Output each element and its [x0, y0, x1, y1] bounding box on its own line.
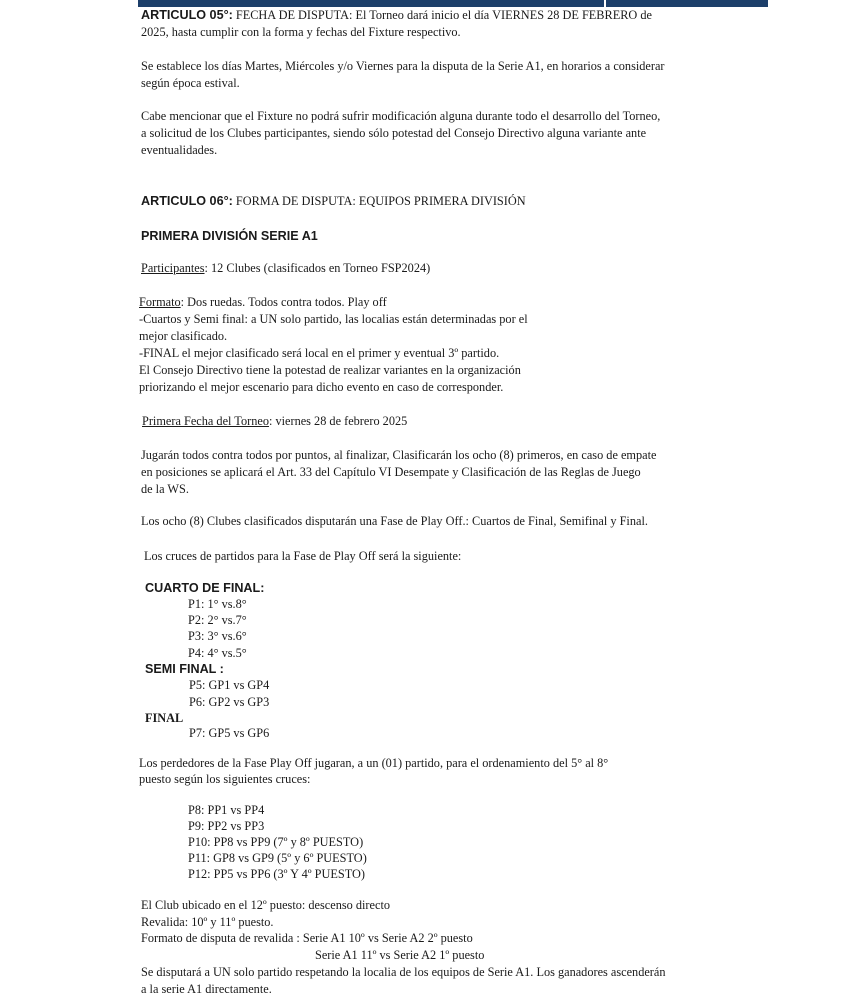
formato-text: : Dos ruedas. Todos contra todos. Play off — [180, 295, 387, 309]
formato-revalida-line: Formato de disputa de revalida : Serie A1 10º vs Serie A2 2º puesto — [141, 931, 473, 945]
art05-para2-l2: según época estival. — [141, 76, 240, 90]
art05-para2-l1: Se establece los días Martes, Miércoles y/o Viernes para la disputa de la Serie A1, en horarios a considerar — [141, 59, 665, 73]
perdedores-l1: Los perdedores de la Fase Play Off jugaran, a un (01) partido, para el ordenamiento del 5° al 8° — [139, 756, 609, 770]
jugaran-l3: de la WS. — [141, 482, 189, 496]
participantes-line — [141, 260, 430, 277]
semi-item: P6: GP2 vs GP3 — [189, 695, 270, 709]
art05-para3-l1: Cabe mencionar que el Fixture no podrá sufrir modificación alguna durante todo el desarrollo del Torneo, — [141, 109, 661, 123]
cuarto-item: P2: 2° vs.7° — [188, 613, 247, 627]
art05-line2: 2025, hasta cumplir con la forma y fechas del Fixture respectivo. — [141, 25, 461, 39]
ordenamiento-item: P12: PP5 vs PP6 (3º Y 4º PUESTO) — [188, 867, 365, 881]
art06-heading-line — [141, 193, 526, 210]
art06-subtitle: FORMA DE DISPUTA: EQUIPOS PRIMERA DIVISIÓN — [235, 194, 526, 208]
jugaran-l1: Jugarán todos contra todos por puntos, al finalizar, Clasificarán los ocho (8) primeros, en caso de empate — [141, 448, 657, 462]
final-l2: a la serie A1 directamente. — [141, 982, 272, 996]
ordenamiento-item: P10: PP8 vs PP9 (7º y 8º PUESTO) — [188, 835, 364, 849]
primera-fecha-label: Primera Fecha del Torneo — [142, 414, 269, 428]
formato-l6: priorizando el mejor escenario para dicho evento en caso de corresponder. — [139, 380, 504, 394]
final-title: FINAL — [145, 711, 184, 725]
revalida-line: Revalida: 10º y 11º puesto. — [141, 915, 274, 929]
participantes-text: : 12 Clubes (clasificados en Torneo FSP2024) — [204, 261, 431, 275]
art05-para3-l2: a solicitud de los Clubes participantes, siendo sólo potestad del Consejo Directivo alguna variante ante — [141, 126, 647, 140]
formato-l3: mejor clasificado. — [139, 329, 228, 343]
semi-title: SEMI FINAL : — [145, 662, 224, 676]
art05-heading-line — [141, 7, 652, 24]
club12-line: El Club ubicado en el 12º puesto: descenso directo — [141, 898, 391, 912]
formato-l4: -FINAL el mejor clasificado será local en el primer y eventual 3º partido. — [139, 346, 500, 360]
formato-l2: -Cuartos y Semi final: a UN solo partido, las localias están determinadas por el — [139, 312, 528, 326]
serie-heading: PRIMERA DIVISIÓN SERIE A1 — [141, 229, 318, 243]
jugaran-l2: en posiciones se aplicará el Art. 33 del Capítulo VI Desempate y Clasificación de las Reglas de Juego — [141, 465, 641, 479]
art05-para3-l3: eventualidades. — [141, 143, 218, 157]
primera-fecha-line — [142, 413, 407, 430]
cuarto-item: P4: 4° vs.5° — [188, 646, 247, 660]
cuarto-item: P1: 1° vs.8° — [188, 597, 247, 611]
formato-label: Formato — [139, 295, 181, 309]
semi-item: P5: GP1 vs GP4 — [189, 678, 270, 692]
ordenamiento-item: P11: GP8 vs GP9 (5º y 6º PUESTO) — [188, 851, 367, 865]
art05-lead: FECHA DE DISPUTA: El Torneo dará inicio el día VIERNES 28 DE FEBRERO de — [235, 8, 652, 22]
formato-l5: El Consejo Directivo tiene la potestad de realizar variantes en la organización — [139, 363, 521, 377]
header-banner-strip — [138, 0, 768, 7]
perdedores-l2: puesto según los siguientes cruces: — [139, 772, 311, 786]
ocho-clubes: Los ocho (8) Clubes clasificados disputarán una Fase de Play Off.: Cuartos de Final, Semifinal y Final. — [141, 514, 648, 528]
participantes-label: Participantes — [141, 261, 205, 275]
final-l1: Se disputará a UN solo partido respetando la localia de los equipos de Serie A1. Los ganadores ascenderán — [141, 965, 666, 979]
formato-line — [139, 294, 387, 311]
cuarto-item: P3: 3° vs.6° — [188, 629, 247, 643]
formato-revalida-line2: Serie A1 11º vs Serie A2 1º puesto — [315, 948, 485, 962]
art06-title: ARTICULO 06°: — [141, 194, 233, 208]
cuarto-title: CUARTO DE FINAL: — [145, 581, 265, 595]
primera-fecha-text: : viernes 28 de febrero 2025 — [268, 414, 408, 428]
ordenamiento-item: P8: PP1 vs PP4 — [188, 803, 265, 817]
cruces-intro: Los cruces de partidos para la Fase de Play Off será la siguiente: — [144, 549, 462, 563]
ordenamiento-item: P9: PP2 vs PP3 — [188, 819, 265, 833]
final-item: P7: GP5 vs GP6 — [189, 726, 270, 740]
art05-title: ARTICULO 05°: — [141, 8, 233, 22]
